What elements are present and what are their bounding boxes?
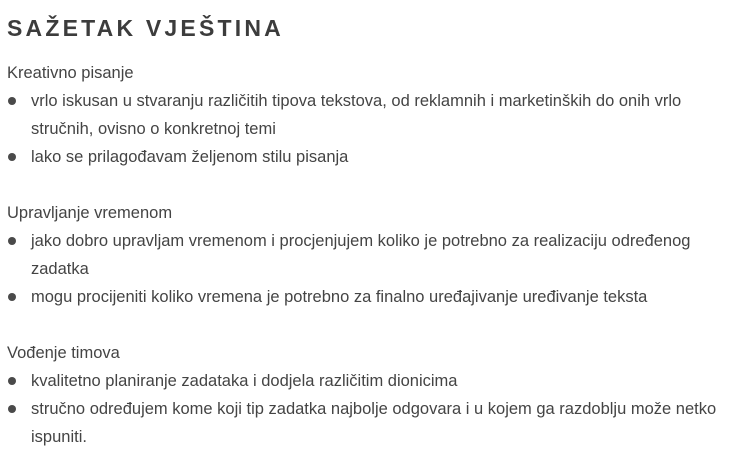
bullet-list [7,367,744,451]
list-item-text: lako se prilagođavam željenom stilu pisanja [31,148,349,166]
bullet-icon [8,405,16,413]
list-item [7,227,744,283]
skill-section-creative-writing [7,59,744,171]
bullet-icon [8,153,16,161]
list-item-text: vrlo iskusan u stvaranju različitih tipova tekstova, od reklamnih i marketinških do onih vrlo stručnih, ovisno o konkretnoj temi [31,92,682,138]
list-item-text: kvalitetno planiranje zadataka i dodjela različitim dionicima [31,372,458,390]
skill-section-team-leadership [7,339,744,451]
section-heading: Upravljanje vremenom [7,204,173,222]
list-item-text: stručno određujem kome koji tip zadatka najbolje odgovara i u kojem ga razdoblju može netko ispuniti. [31,400,717,446]
bullet-icon [8,377,16,385]
page-title: SAŽETAK VJEŠTINA [7,15,284,41]
skills-sections [7,59,744,451]
bullet-icon [8,293,16,301]
list-item-text: jako dobro upravljam vremenom i procjenjujem koliko je potrebno za realizaciju određenog zadatka [31,232,691,278]
section-heading: Kreativno pisanje [7,64,134,82]
bullet-list [7,87,744,171]
list-item [7,283,744,311]
bullet-icon [8,237,16,245]
bullet-list [7,227,744,311]
list-item-text: mogu procijeniti koliko vremena je potrebno za finalno uređajivanje uređivanje teksta [31,288,648,306]
list-item [7,143,744,171]
list-item [7,395,744,451]
skill-section-time-management [7,199,744,311]
list-item [7,87,744,143]
list-item [7,367,744,395]
section-heading: Vođenje timova [7,344,120,362]
bullet-icon [8,97,16,105]
